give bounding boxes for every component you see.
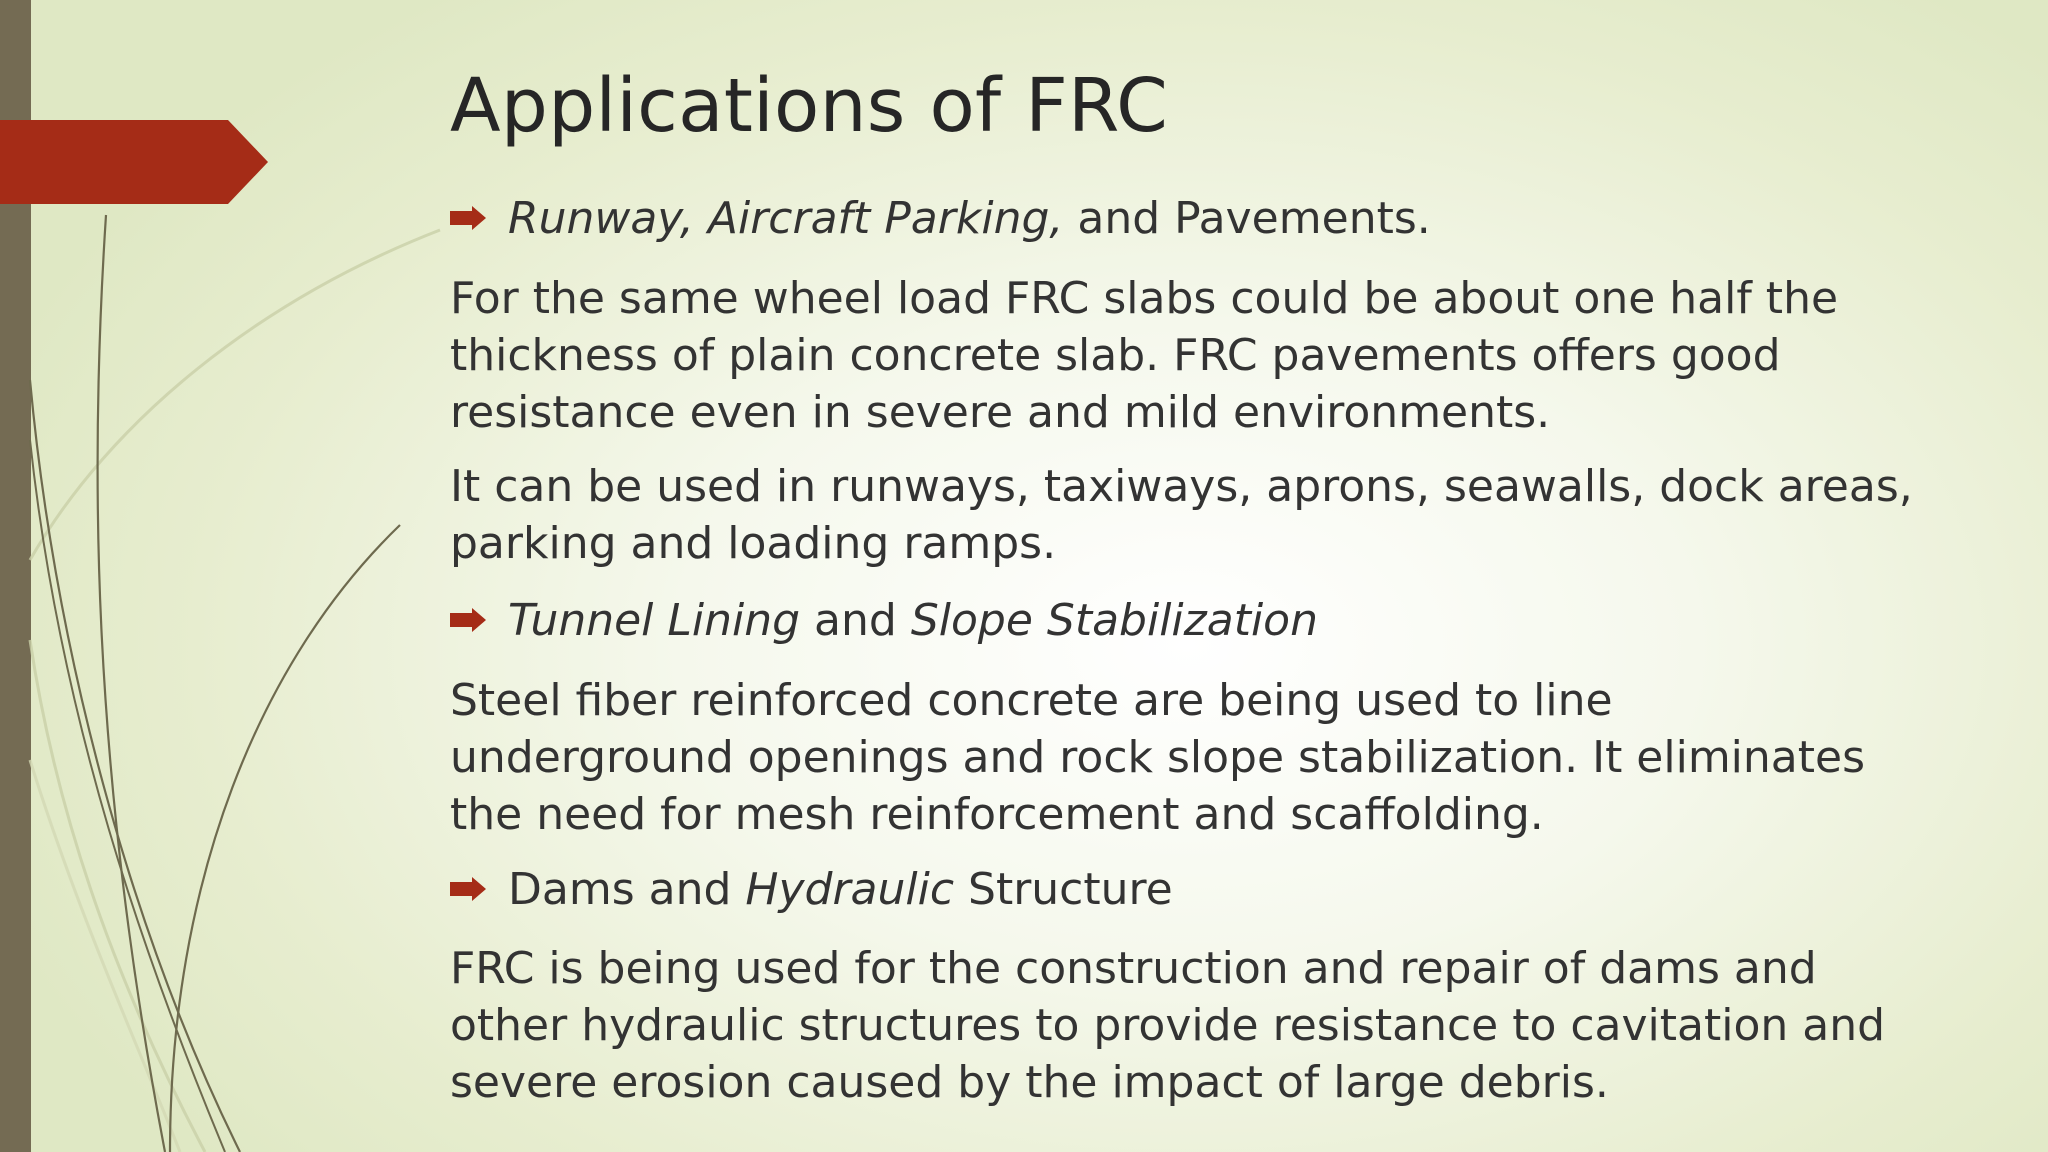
paragraph-runway-uses bbox=[450, 458, 1970, 572]
paragraph-line: the need for mesh reinforcement and scaffolding. bbox=[450, 789, 1544, 840]
bullet-italic-text: Runway, Aircraft Parking, bbox=[508, 193, 1064, 244]
bullet-tunnel-lining bbox=[508, 592, 1318, 650]
decorative-curve bbox=[97, 215, 165, 1152]
paragraph-line: Steel fiber reinforced concrete are being used to line bbox=[450, 675, 1613, 726]
paragraph-steel-fiber bbox=[450, 672, 1970, 843]
paragraph-line: underground openings and rock slope stabilization. It eliminates bbox=[450, 732, 1866, 783]
arrow-bullet-icon bbox=[450, 608, 486, 632]
arrow-bullet-icon bbox=[450, 206, 486, 230]
bullet-text: and bbox=[800, 595, 911, 646]
bullet-text: and Pavements. bbox=[1063, 193, 1431, 244]
paragraph-pavement-slabs bbox=[450, 270, 1970, 441]
paragraph-line: FRC is being used for the construction and repair of dams and bbox=[450, 943, 1817, 994]
decorative-curve bbox=[30, 380, 240, 1152]
arrow-bullet-icon bbox=[450, 877, 486, 901]
paragraph-dams bbox=[450, 940, 1970, 1111]
bullet-italic-text: Tunnel Lining bbox=[508, 595, 801, 646]
paragraph-line: resistance even in severe and mild environments. bbox=[450, 387, 1551, 438]
paragraph-line: severe erosion caused by the impact of large debris. bbox=[450, 1057, 1609, 1108]
bullet-runway-pavements bbox=[508, 190, 1431, 248]
red-arrow-banner bbox=[0, 120, 268, 204]
decorative-curve bbox=[30, 440, 225, 1152]
decorative-curve bbox=[30, 640, 205, 1152]
decorative-curve bbox=[170, 525, 400, 1152]
bullet-italic-text: Hydraulic bbox=[745, 864, 955, 915]
bullet-text: Structure bbox=[954, 864, 1173, 915]
decorative-curve bbox=[30, 230, 440, 560]
paragraph-line: It can be used in runways, taxiways, aprons, seawalls, dock areas, bbox=[450, 461, 1913, 512]
bullet-dams-hydraulic bbox=[508, 861, 1173, 919]
bullet-text: Dams and bbox=[508, 864, 746, 915]
paragraph-line: other hydraulic structures to provide resistance to cavitation and bbox=[450, 1000, 1886, 1051]
bullet-italic-text: Slope Stabilization bbox=[910, 595, 1318, 646]
paragraph-line: thickness of plain concrete slab. FRC pavements offers good bbox=[450, 330, 1781, 381]
paragraph-line: parking and loading ramps. bbox=[450, 518, 1057, 569]
slide-title: Applications of FRC bbox=[450, 63, 1169, 149]
paragraph-line: For the same wheel load FRC slabs could be about one half the bbox=[450, 273, 1839, 324]
